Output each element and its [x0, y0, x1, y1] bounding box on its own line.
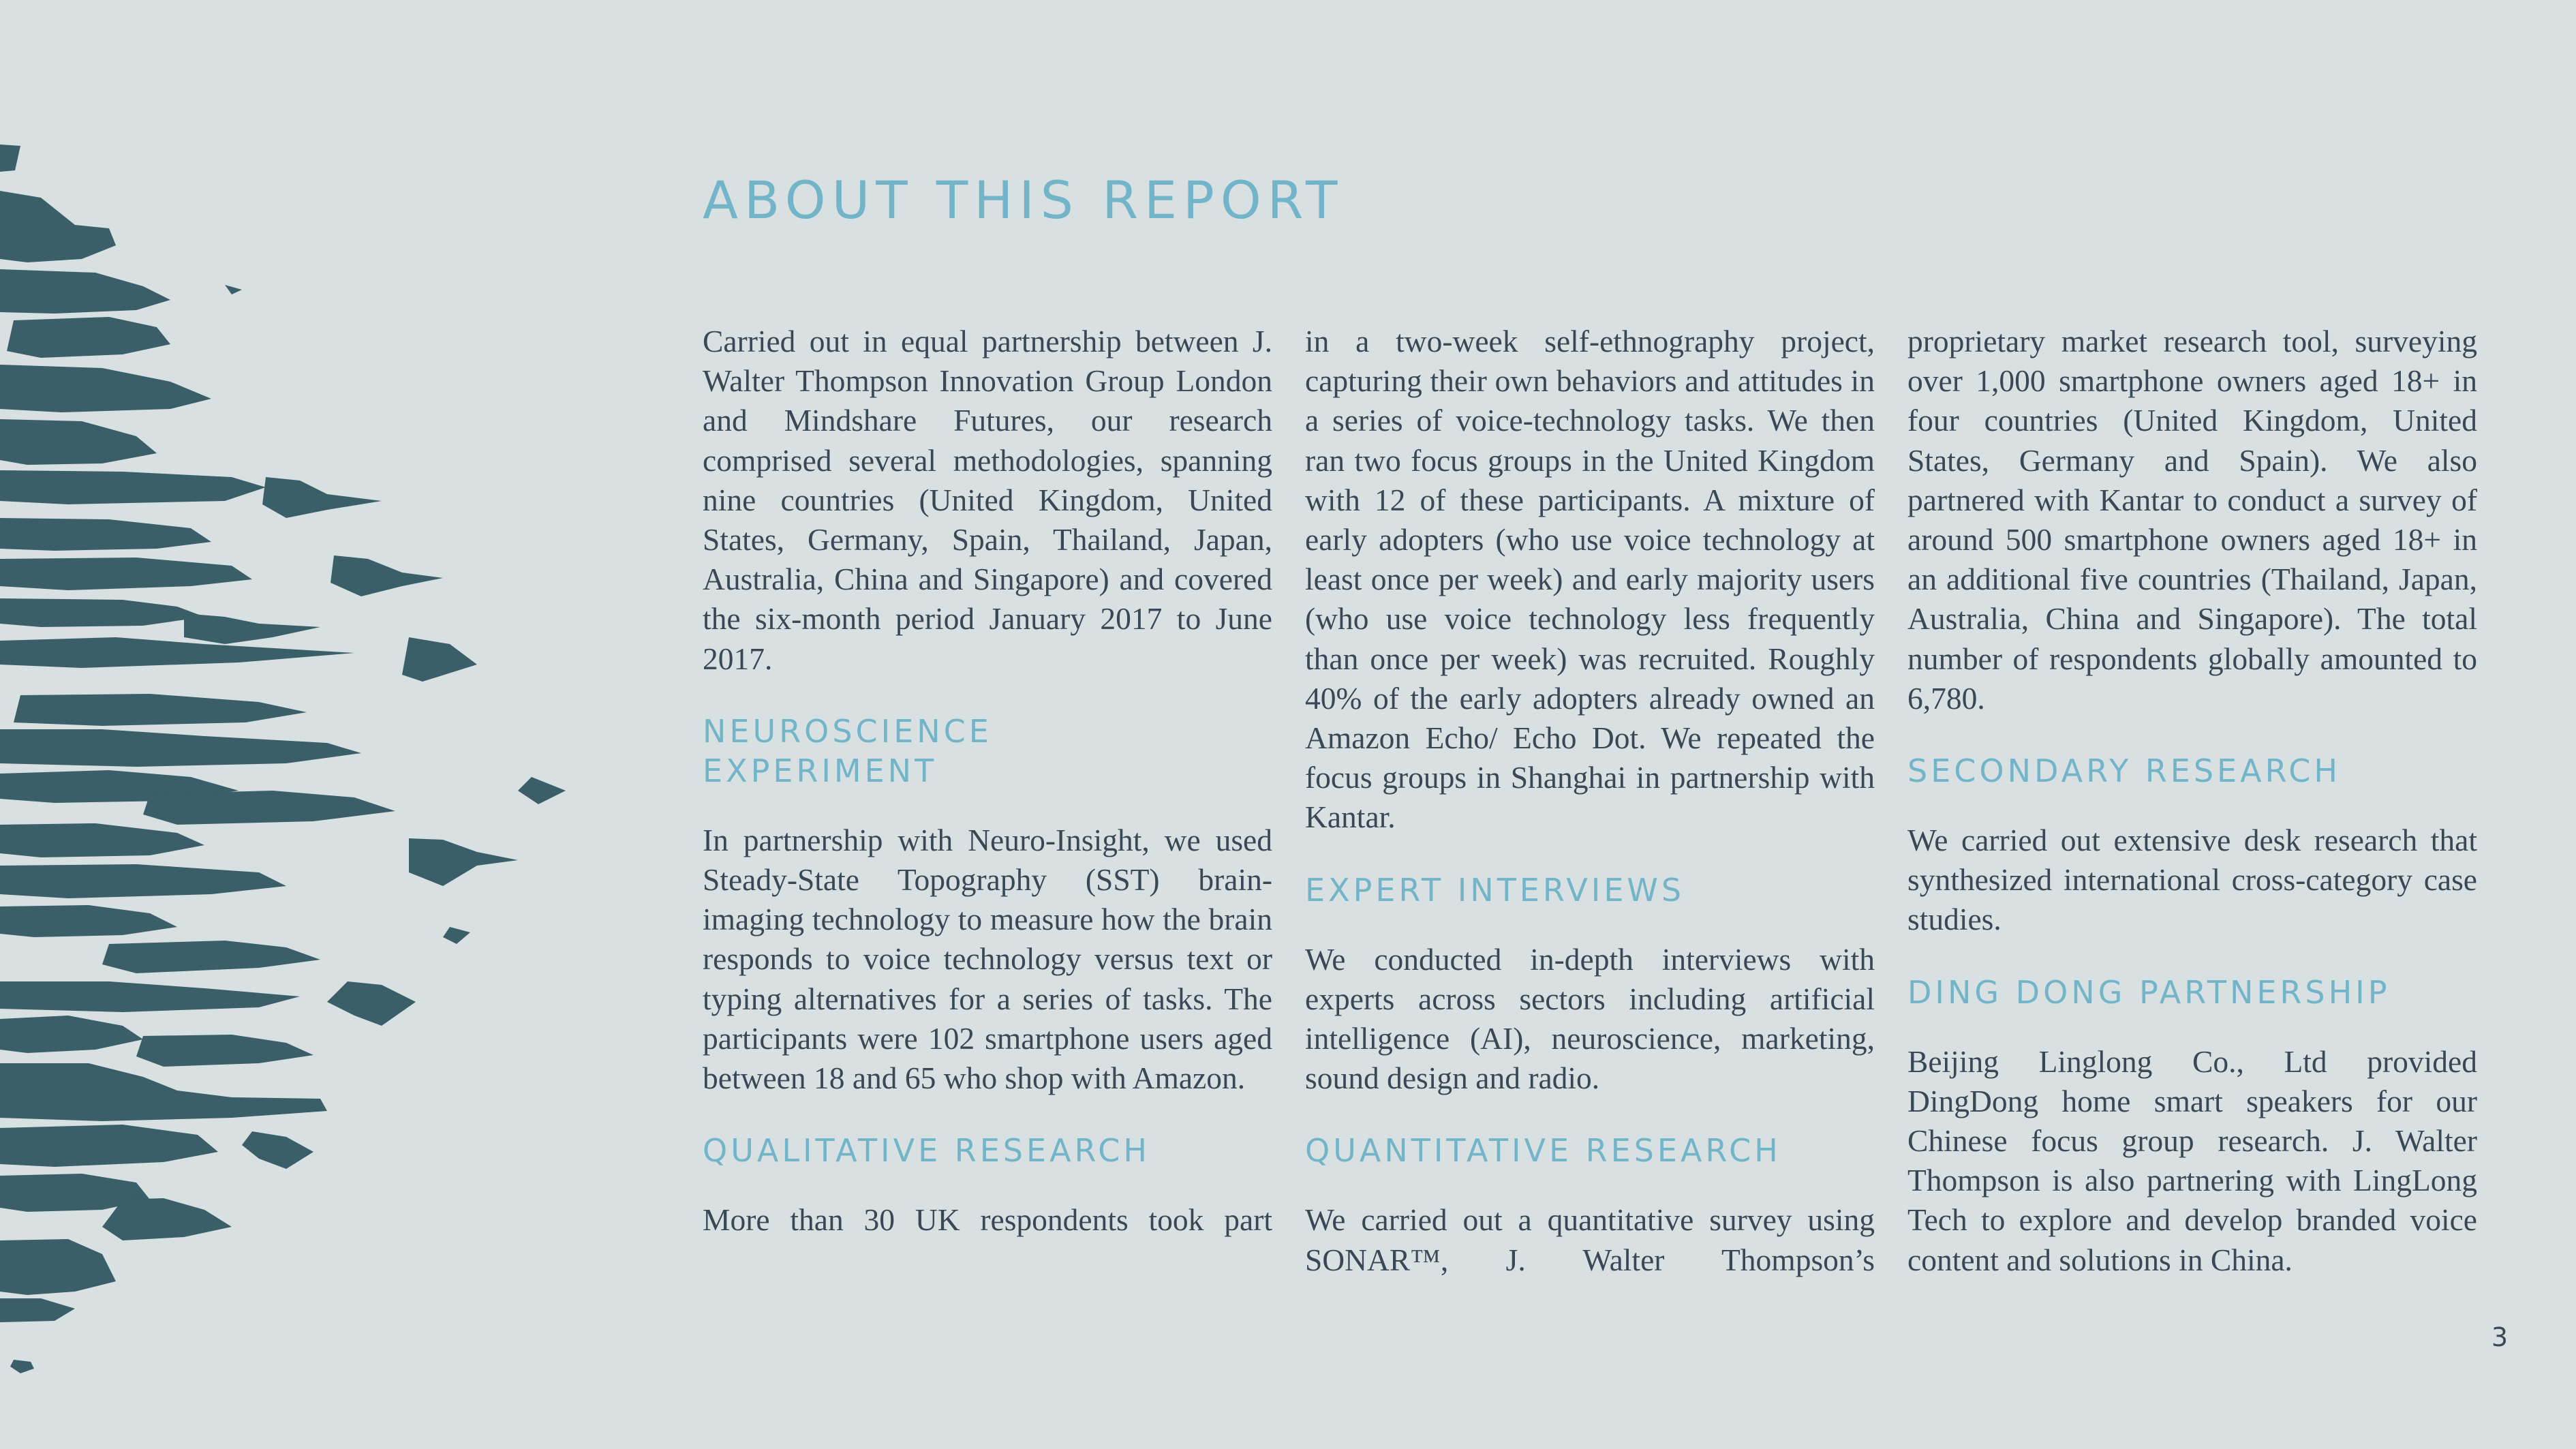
quantitative-paragraph-continued: proprietary market research tool, surveying over 1,000 smartphone owners aged 18+ in four countries (United Kingdom, United States, Germany and Spain). We also partnered with Kantar to conduct a survey of around 500 smartphone owners aged 18+ in an additional five countries (Thailand, Japan, Australia, China and Singapore). The total number of respondents globally amounted to 6,780.: [1907, 324, 2477, 716]
page-number: 3: [2491, 1322, 2508, 1352]
expert-interviews-paragraph: We conducted in-depth interviews with experts across sectors including artificial intelligence (AI), neuroscience, marketing, sound design and radio.: [1305, 941, 1875, 1096]
quantitative-paragraph-start: We carried out a quantitative survey using SONAR™, J. Walter Thompson’s: [1305, 1202, 1875, 1277]
qualitative-paragraph-start: More than 30 UK respondents took part: [703, 1202, 1272, 1238]
quantitative-heading: QUANTITATIVE RESEARCH: [1305, 1132, 1781, 1170]
neuroscience-heading-line1: NEUROSCIENCE: [703, 712, 992, 750]
intro-paragraph: Carried out in equal partnership between J. Walter Thompson Innovation Group London and Mindshare Futures, our research comprised several methodologies, spanning nine countries (United Kingdom, United States, Germany, Spain, Thailand, Japan, Australia, China and Singapore) and covered the six-month period January 2017 to June 2017.: [703, 324, 1272, 676]
text-column-3: [1907, 322, 2477, 1313]
text-column-1: [703, 322, 1272, 1272]
expert-interviews-heading: EXPERT INTERVIEWS: [1305, 871, 1685, 909]
qualitative-heading: QUALITATIVE RESEARCH: [703, 1132, 1150, 1170]
decorative-brushstroke-graphic: [0, 0, 613, 1449]
neuroscience-heading-line2: EXPERIMENT: [703, 752, 938, 789]
dingdong-partnership-heading: DING DONG PARTNERSHIP: [1907, 973, 2391, 1011]
secondary-research-paragraph: We carried out extensive desk research that synthesized international cross-category case studies.: [1907, 823, 2477, 937]
page-title: ABOUT THIS REPORT: [703, 170, 1344, 230]
neuroscience-heading: [703, 712, 1272, 791]
secondary-research-heading: SECONDARY RESEARCH: [1907, 752, 2341, 790]
text-column-2: [1305, 322, 1875, 1313]
dingdong-partnership-paragraph: Beijing Linglong Co., Ltd provided DingDong home smart speakers for our Chinese focus group research. J. Walter Thompson is also partnering with LingLong Tech to explore and develop branded voice content and solutions in China.: [1907, 1043, 2477, 1277]
qualitative-paragraph-continued: in a two-week self-ethnography project, capturing their own behaviors and attitudes in a series of voice-technology tasks. We then ran two focus groups in the United Kingdom with 12 of these participants. A mixture of early adopters (who use voice technology at least once per week) and early majority users (who use voice technology less frequently than once per week) was recruited. Roughly 40% of the early adopters already owned an Amazon Echo/ Echo Dot. We repeated the focus groups in Shanghai in partnership with Kantar.: [1305, 324, 1875, 835]
neuroscience-paragraph: In partnership with Neuro-Insight, we used Steady-State Topography (SST) brain-imaging technology to measure how the brain responds to voice technology versus text or typing alternatives for a series of tasks. The participants were 102 smartphone users aged between 18 and 65 who shop with Amazon.: [703, 822, 1272, 1096]
